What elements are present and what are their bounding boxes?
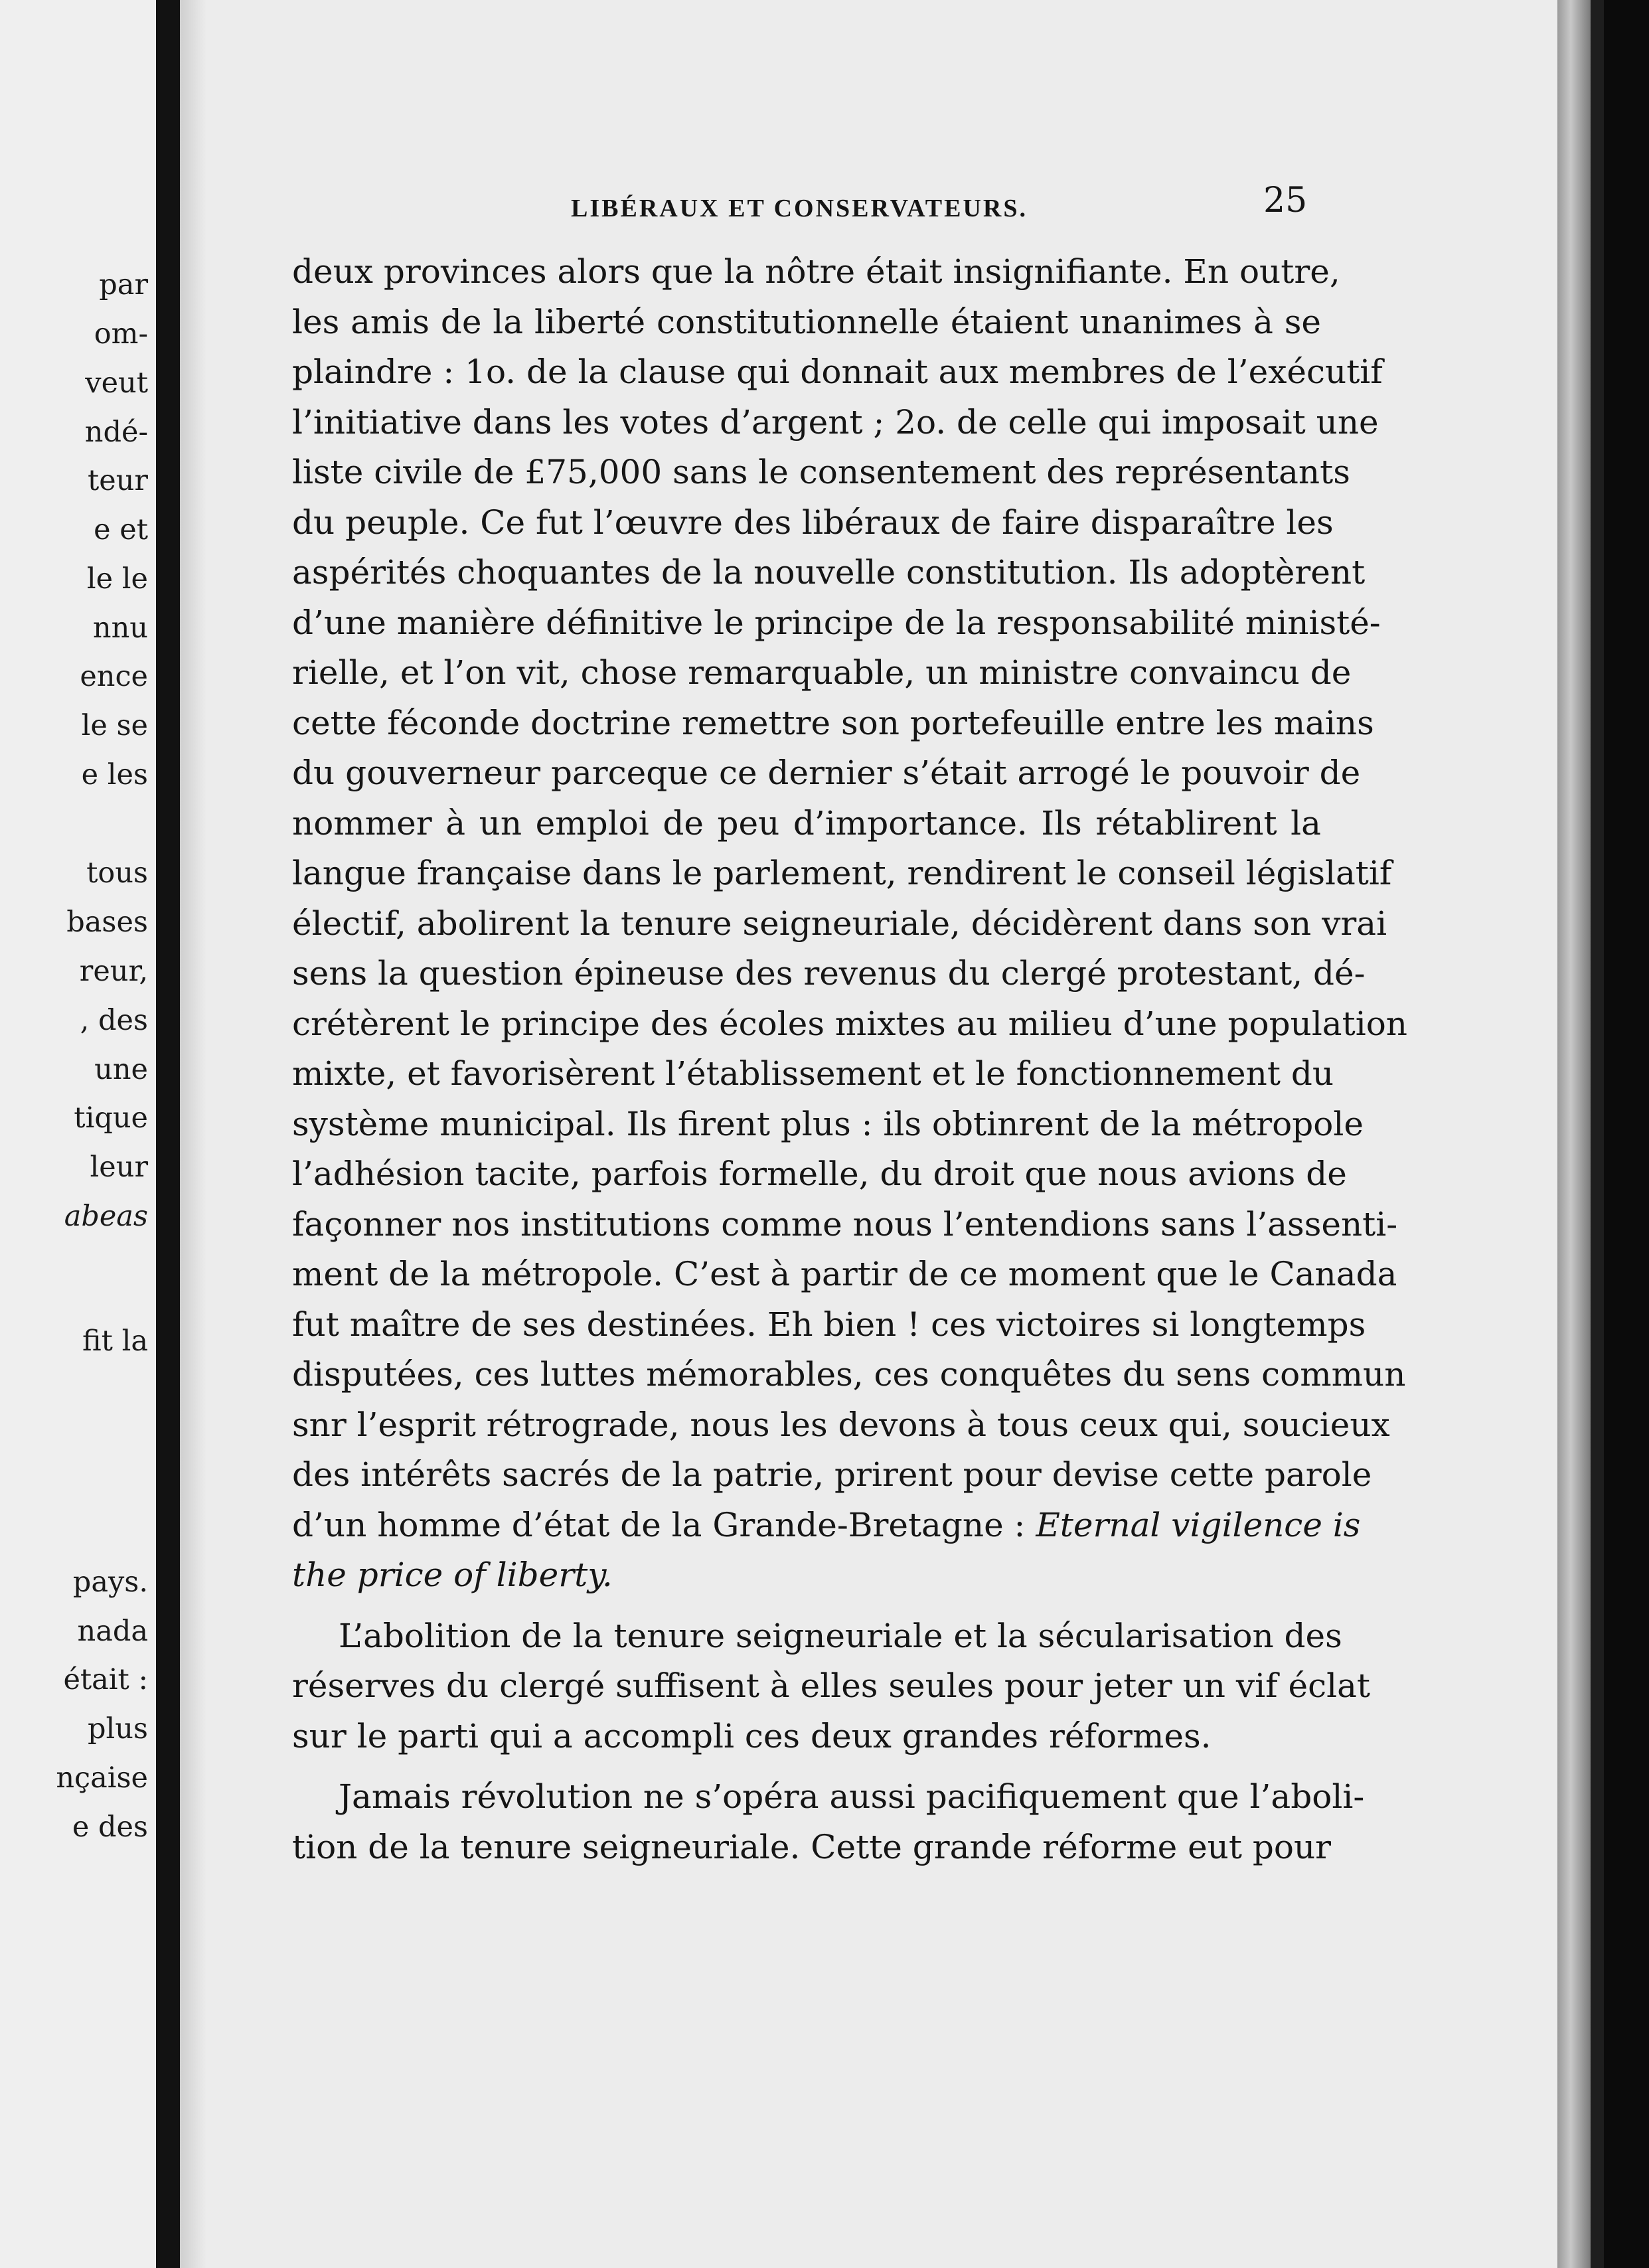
text-line: réserves du clergé suffisent à elles seules pour jeter un vif éclat (292, 1666, 1371, 1705)
text-line: nommer à un emploi de peu d’importance. Ils rétablirent la (292, 803, 1321, 843)
paragraph-1 (292, 247, 1408, 1500)
text-line: façonner nos institutions comme nous l’entendions sans l’assenti- (292, 1204, 1398, 1244)
text-line: sur le parti qui a accompli ces deux grandes réformes. (292, 1716, 1212, 1755)
left-page-fragment: teur (88, 464, 148, 497)
left-page-fragment: nçaise (56, 1761, 148, 1795)
left-page-fragment: e des (72, 1811, 148, 1844)
text-line: système municipal. Ils firent plus : ils obtinrent de la métropole (292, 1104, 1364, 1143)
text-line: électif, abolirent la tenure seigneuriale, décidèrent dans son vrai (292, 904, 1387, 943)
paragraph-2 (292, 1611, 1371, 1762)
left-page-fragment: le le (86, 562, 148, 596)
text-line: des intérêts sacrés de la patrie, prirent pour devise cette parole (292, 1455, 1372, 1494)
text-line: rielle, et l’on vit, chose remarquable, un ministre convaincu de (292, 653, 1352, 692)
left-page (0, 0, 156, 2268)
text-line: crétèrent le principe des écoles mixtes au milieu d’une population (292, 1004, 1408, 1043)
left-page-fragment: e et (94, 513, 148, 546)
left-page-fragment: fit la (82, 1325, 148, 1358)
left-page-fragment: une (94, 1053, 148, 1086)
gutter-shadow (180, 0, 206, 2268)
text-line: l’initiative dans les votes d’argent ; 2o. de celle qui imposait une (292, 402, 1379, 442)
left-page-fragment: e les (81, 758, 148, 791)
left-page-fragment: ndé- (84, 416, 148, 449)
left-page-fragment: le se (81, 709, 148, 742)
page-edge-dark (1591, 0, 1604, 2268)
left-page-fragment: nnu (92, 611, 148, 645)
left-page-fragment: , des (80, 1004, 148, 1037)
left-page-fragment: tous (86, 856, 148, 890)
text-line: fut maître de ses destinées. Eh bien ! ces victoires si longtemps (292, 1305, 1366, 1344)
text-line: aspérités choquantes de la nouvelle constitution. Ils adoptèrent (292, 553, 1366, 592)
left-page-fragment: abeas (64, 1200, 148, 1233)
left-page-fragment: leur (90, 1151, 148, 1184)
left-page-fragment: par (99, 268, 148, 301)
text-line: l’adhésion tacite, parfois formelle, du droit que nous avions de (292, 1155, 1347, 1193)
text-line: L’abolition de la tenure seigneuriale et la sécularisation des (339, 1616, 1342, 1655)
text-line (292, 1500, 1361, 1551)
text-line: tion de la tenure seigneuriale. Cette grande réforme eut pour (292, 1827, 1332, 1866)
left-page-fragment: tique (74, 1101, 148, 1135)
text-line: cette féconde doctrine remettre son portefeuille entre les mains (292, 703, 1374, 742)
text-line: plaindre : 1o. de la clause qui donnait aux membres de l’exécutif (292, 353, 1383, 391)
text-line: du peuple. Ce fut l’œuvre des libéraux de faire disparaître les (292, 503, 1334, 542)
left-page-fragment: reur, (79, 955, 148, 988)
left-page-fragment: nada (77, 1615, 148, 1648)
text-line: Jamais révolution ne s’opéra aussi pacifiquement que l’aboli- (339, 1777, 1365, 1816)
text-line: liste civile de £75,000 sans le consentement des représentants (292, 453, 1350, 491)
quote-italic: Eternal vigilence is (1036, 1505, 1361, 1544)
text-line: deux provinces alors que la nôtre était insignifiante. En outre, (292, 252, 1340, 291)
page-edge (1557, 0, 1591, 2268)
left-page-fragment: om- (94, 317, 148, 351)
left-page-fragment: bases (66, 906, 148, 939)
paragraph-3 (292, 1772, 1365, 1872)
text-line: les amis de la liberté constitutionnelle étaient unanimes à se (292, 302, 1321, 341)
text-line: d’une manière définitive le principe de la responsabilité ministé- (292, 603, 1381, 642)
text-line-roman: d’un homme d’état de la Grande-Bretagne : (292, 1505, 1026, 1544)
page-number: 25 (1263, 181, 1308, 220)
text-line: ment de la métropole. C’est à partir de ce moment que le Canada (292, 1255, 1397, 1293)
book-gutter (156, 0, 180, 2268)
left-page-fragment: veut (85, 366, 148, 400)
text-line: langue française dans le parlement, rendirent le conseil législatif (292, 854, 1392, 892)
text-line: du gouverneur parceque ce dernier s’était arrogé le pouvoir de (292, 754, 1361, 792)
left-page-fragment: pays. (72, 1566, 148, 1599)
left-page-fragment: plus (87, 1712, 148, 1745)
body-text (292, 247, 1408, 1872)
text-line: snr l’esprit rétrograde, nous les devons à tous ceux qui, soucieux (292, 1405, 1390, 1444)
running-head: LIBÉRAUX ET CONSERVATEURS. (571, 195, 1028, 222)
text-line: disputées, ces luttes mémorables, ces conquêtes du sens commun (292, 1355, 1406, 1394)
text-line: sens la question épineuse des revenus du clergé protestant, dé- (292, 954, 1366, 993)
left-page-fragment: ence (80, 660, 148, 693)
quote-italic: the price of liberty. (292, 1556, 613, 1594)
left-page-fragment: était : (63, 1663, 148, 1696)
text-line: mixte, et favorisèrent l’établissement et le fonctionnement du (292, 1054, 1334, 1093)
text-line (292, 1550, 1321, 1601)
